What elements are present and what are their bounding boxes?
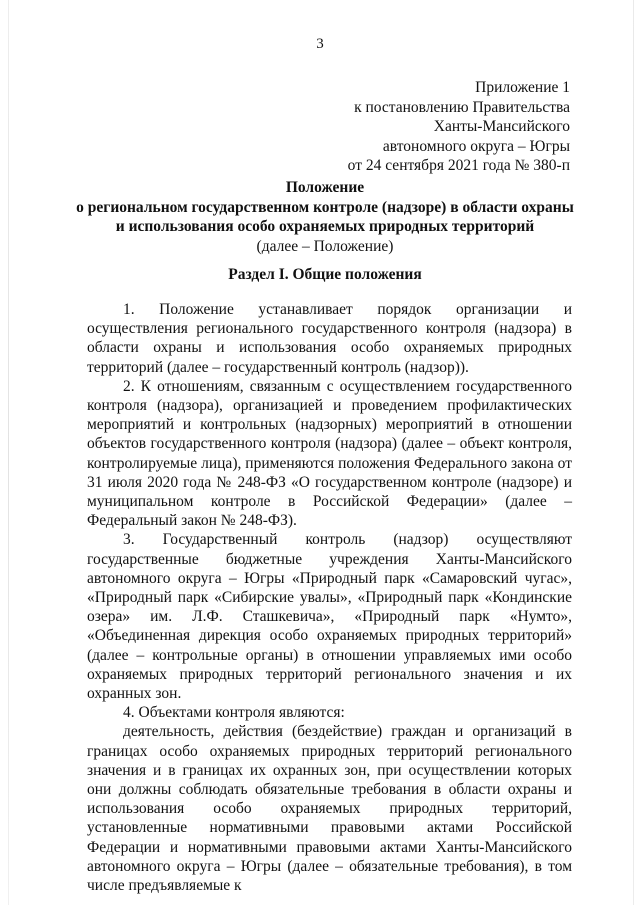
appendix-line: от 24 сентября 2021 года № 380-п xyxy=(347,157,570,174)
appendix-line: Приложение 1 xyxy=(475,79,570,96)
page-number: 3 xyxy=(316,36,324,52)
section-heading: Раздел I. Общие положения xyxy=(228,266,422,283)
paragraph-1: 1. Положение устанавливает порядок организации и осуществления регионального государственного контроля (надзора) в области охраны и использования особо охраняемых природных территорий (далее – государственный контроль (надзор)). xyxy=(87,301,572,376)
document-title xyxy=(60,178,590,256)
scan-edge-left xyxy=(8,0,9,905)
paragraph-2: 2. К отношениям, связанным с осуществлением государственного контроля (надзора), организацией и проведением профилактических мероприятий и контрольных (надзорных) мероприятий в отношении объектов государственного контроля (надзора) (далее – объект контроля, контролируемые лица), применяются положения Федерального закона от 31 июля 2020 года № 248-ФЗ «О государственном контроле (надзоре) и муниципальном контроле в Российской Федерации» (далее – Федеральный закон № 248-ФЗ). xyxy=(87,377,572,530)
appendix-header xyxy=(348,78,570,176)
title-note: (далее – Положение) xyxy=(256,237,394,255)
title-line: о региональном государственном контроле (надзоре) в области охраны xyxy=(76,198,574,216)
appendix-line: к постановлению Правительства xyxy=(354,98,570,116)
appendix-line: автономного округа – Югры xyxy=(382,137,570,155)
paragraph-5: деятельность, действия (бездействие) граждан и организаций в границах особо охраняемых природных территорий регионального значения и в границах их охранных зон, при осуществлении которых они должны соблюдать обязательные требования в области охраны и использования особо охраняемых природных территорий, установленные нормативными правовыми актами Российской Федерации и нормативными правовыми актами Ханты-Мансийского автономного округа – Югры (далее – обязательные требования), в том числе предъявляемые к xyxy=(87,723,572,895)
paragraph-4: 4. Объектами контроля являются: xyxy=(123,704,345,722)
scan-edge-right xyxy=(633,0,634,905)
paragraph-3: 3. Государственный контроль (надзор) осуществляют государственные бюджетные учреждения Ханты-Мансийского автономного округа – Югры «Природный парк «Самаровский чугас», «Природный парк «Сибирские увалы», «Природный парк «Кондинские озера» им. Л.Ф. Сташкевича», «Природный парк «Нумто», «Объединенная дирекция особо охраняемых природных территорий» (далее – контрольные органы) в отношении управляемых ими особо охраняемых природных территорий регионального значения и их охранных зон. xyxy=(87,531,572,703)
body-text xyxy=(87,300,572,895)
title-line: и использования особо охраняемых природных территорий xyxy=(115,218,535,235)
title-line: Положение xyxy=(285,179,365,196)
appendix-line: Ханты-Мансийского xyxy=(433,118,570,135)
